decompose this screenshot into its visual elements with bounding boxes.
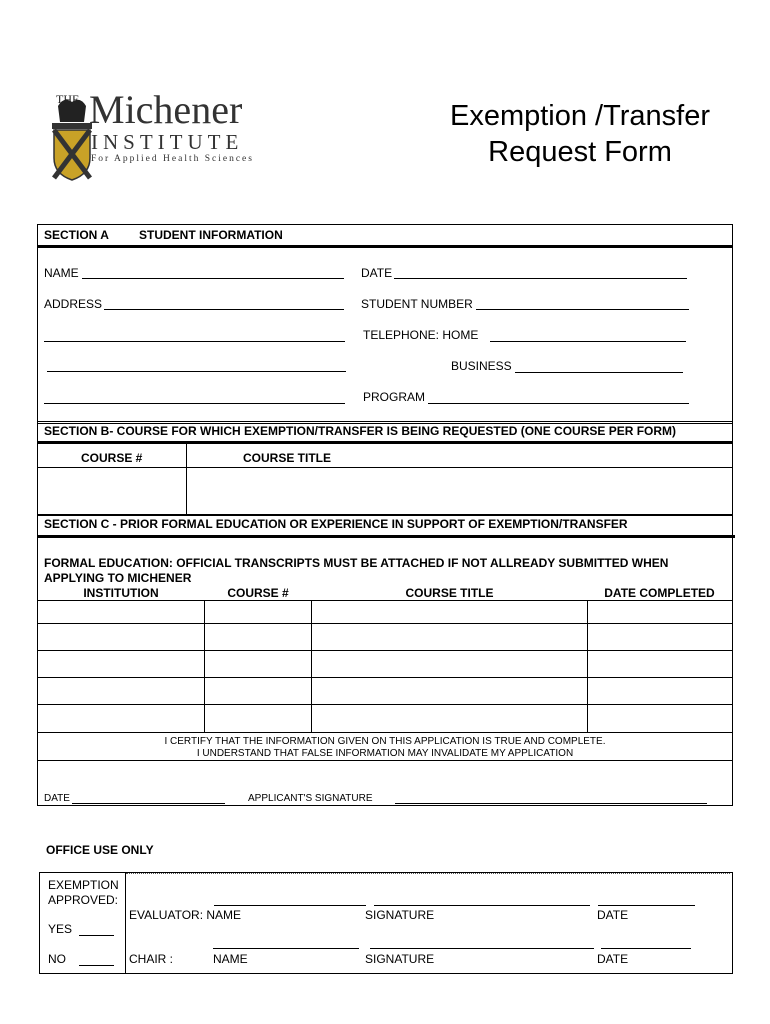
- col-divider: [204, 600, 205, 732]
- divider: [37, 245, 732, 248]
- office-use-title: OFFICE USE ONLY: [46, 843, 154, 857]
- chair-name-field[interactable]: [213, 948, 359, 949]
- form-title-line2: Request Form: [488, 136, 672, 168]
- col-divider: [125, 873, 126, 973]
- exemption-label: EXEMPTION: [48, 878, 119, 892]
- approved-label: APPROVED:: [48, 893, 119, 907]
- no-label: NO: [48, 952, 66, 966]
- telephone-home-label: TELEPHONE: HOME: [363, 328, 479, 342]
- evaluator-date-label: DATE: [597, 908, 629, 922]
- col-divider: [587, 600, 588, 732]
- section-a-title: STUDENT INFORMATION: [139, 228, 283, 242]
- student-number-label: STUDENT NUMBER: [361, 297, 473, 311]
- formal-education-line1: FORMAL EDUCATION: OFFICIAL TRANSCRIPTS MUST BE ATTACHED IF NOT ALLREADY SUBMITTED WHEN: [44, 556, 669, 570]
- chair-signature-field[interactable]: [370, 948, 594, 949]
- logo-name: Michener: [89, 87, 243, 132]
- address-field-line3[interactable]: [47, 371, 346, 372]
- name-label: NAME: [44, 266, 79, 280]
- address-label: ADDRESS: [44, 297, 103, 311]
- address-field-line2[interactable]: [44, 341, 345, 342]
- row-divider: [37, 623, 732, 624]
- applicant-signature-field[interactable]: [395, 803, 707, 804]
- course-title-header: COURSE TITLE: [405, 586, 494, 600]
- row-divider: [37, 600, 732, 601]
- dotted-top: [126, 873, 730, 874]
- date-completed-header: DATE COMPLETED: [604, 586, 715, 600]
- applicant-signature-label: APPLICANT'S SIGNATURE: [248, 793, 373, 804]
- col-divider: [311, 600, 312, 732]
- crest-icon: [52, 96, 92, 182]
- row-divider: [37, 650, 732, 651]
- section-b-course-header: COURSE #: [81, 451, 143, 465]
- form-title: [430, 98, 730, 170]
- row-divider: [37, 732, 732, 733]
- logo-tagline: For Applied Health Sciences: [91, 154, 254, 164]
- student-number-field[interactable]: [476, 309, 689, 310]
- evaluator-date-field[interactable]: [598, 905, 695, 906]
- formal-education-line2: APPLYING TO MICHENER: [44, 571, 192, 585]
- applicant-date-label: DATE: [44, 793, 70, 804]
- section-b-title: SECTION B- COURSE FOR WHICH EXEMPTION/TRANSFER IS BEING REQUESTED (ONE COURSE PER FORM): [44, 424, 677, 438]
- business-field[interactable]: [515, 372, 683, 373]
- chair-label: CHAIR :: [129, 952, 174, 966]
- certify-line2: I UNDERSTAND THAT FALSE INFORMATION MAY INVALIDATE MY APPLICATION: [196, 748, 574, 759]
- course-number-header: COURSE #: [227, 586, 289, 600]
- evaluator-signature-field[interactable]: [374, 905, 590, 906]
- program-field[interactable]: [428, 403, 689, 404]
- row-divider: [37, 760, 732, 761]
- chair-date-field[interactable]: [601, 948, 691, 949]
- chair-name-label: NAME: [213, 952, 248, 966]
- no-field[interactable]: [79, 965, 114, 966]
- section-b-course-input[interactable]: [38, 468, 185, 513]
- evaluator-label: EVALUATOR: NAME: [129, 908, 242, 922]
- institution-header: INSTITUTION: [83, 586, 159, 600]
- evaluator-signature-label: SIGNATURE: [365, 908, 435, 922]
- program-label: PROGRAM: [363, 390, 426, 404]
- logo-institute: INSTITUTE: [91, 130, 244, 154]
- certify-line1: I CERTIFY THAT THE INFORMATION GIVEN ON THIS APPLICATION IS TRUE AND COMPLETE.: [164, 736, 606, 747]
- section-a-label: SECTION A: [44, 228, 109, 242]
- applicant-date-field[interactable]: [72, 803, 225, 804]
- evaluator-name-field[interactable]: [214, 905, 366, 906]
- yes-label: YES: [48, 922, 73, 936]
- row-divider: [37, 704, 732, 705]
- date-label: DATE: [361, 266, 393, 280]
- certify-statement: [38, 736, 732, 760]
- business-label: BUSINESS: [451, 359, 512, 373]
- section-b-title-header: COURSE TITLE: [243, 451, 332, 465]
- logo: [52, 87, 272, 182]
- address-field[interactable]: [104, 309, 344, 310]
- address-field-line4[interactable]: [44, 403, 345, 404]
- divider: [37, 441, 732, 444]
- section-c-title: SECTION C - PRIOR FORMAL EDUCATION OR EXPERIENCE IN SUPPORT OF EXEMPTION/TRANSFER: [44, 517, 628, 531]
- chair-date-label: DATE: [597, 952, 629, 966]
- row-divider: [37, 677, 732, 678]
- form-title-line1: Exemption /Transfer: [449, 100, 711, 132]
- divider: [37, 535, 735, 538]
- yes-field[interactable]: [79, 935, 114, 936]
- logo-the: THE: [56, 92, 80, 106]
- section-b-title-input[interactable]: [187, 468, 730, 513]
- name-field[interactable]: [82, 278, 344, 279]
- chair-signature-label: SIGNATURE: [365, 952, 435, 966]
- telephone-home-field[interactable]: [490, 341, 686, 342]
- date-field[interactable]: [394, 278, 687, 279]
